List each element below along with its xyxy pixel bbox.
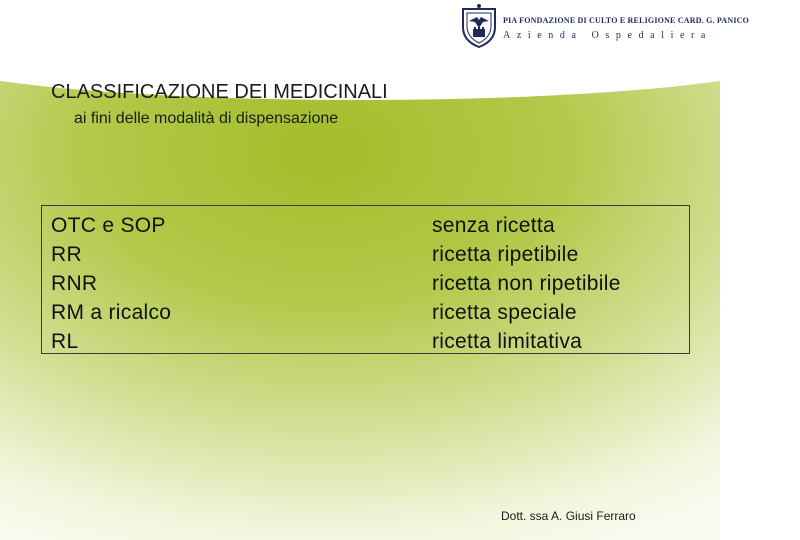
slide-subtitle: ai fini delle modalità di dispensazione bbox=[74, 110, 339, 127]
code-item: RM a ricalco bbox=[51, 301, 172, 324]
description-item: ricetta limitativa bbox=[432, 330, 583, 353]
classification-table bbox=[41, 205, 690, 354]
description-item: ricetta ripetibile bbox=[432, 243, 579, 266]
code-item: RNR bbox=[51, 272, 98, 295]
author-footer: Dott. ssa A. Giusi Ferraro bbox=[501, 509, 636, 523]
code-item: OTC e SOP bbox=[51, 214, 166, 237]
eagle-crest-icon bbox=[459, 3, 499, 49]
code-item: RR bbox=[51, 243, 82, 266]
description-item: ricetta non ripetibile bbox=[432, 272, 621, 295]
description-item: senza ricetta bbox=[432, 214, 555, 237]
descriptions-column bbox=[432, 211, 621, 356]
code-item: RL bbox=[51, 330, 79, 353]
hospital-name-line1: PIA FONDAZIONE DI CULTO E RELIGIONE CARD. G. PANICO bbox=[503, 16, 750, 25]
hospital-name-line2: Azienda Ospedaliera bbox=[503, 30, 712, 41]
codes-column bbox=[51, 211, 171, 356]
description-item: ricetta speciale bbox=[432, 301, 577, 324]
slide-title: CLASSIFICAZIONE DEI MEDICINALI bbox=[51, 81, 388, 103]
hospital-name bbox=[503, 16, 750, 41]
